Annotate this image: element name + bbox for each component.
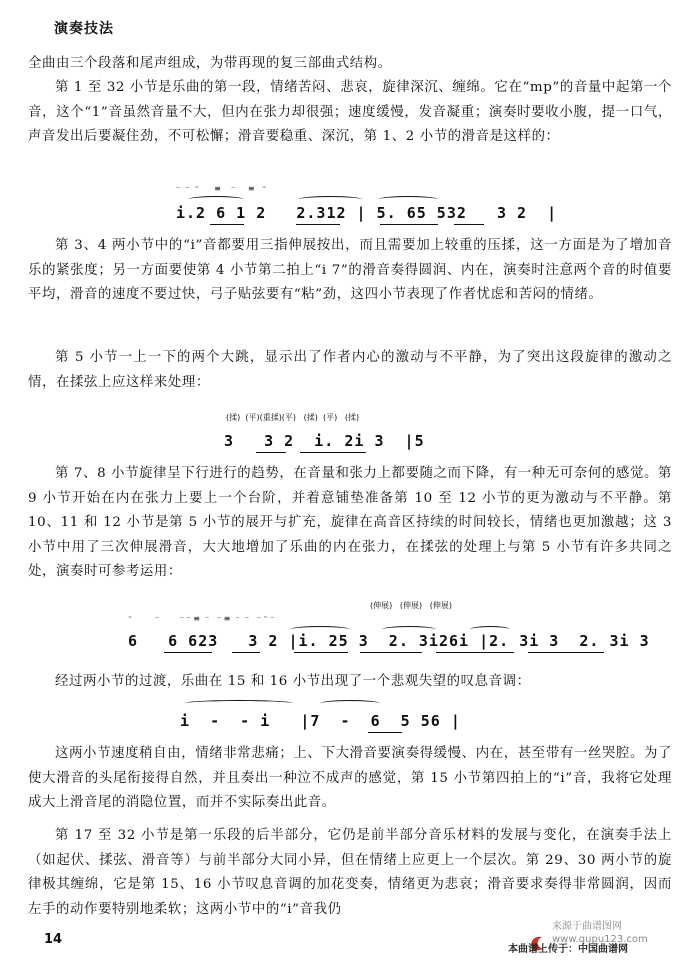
- slur-mark: [188, 196, 244, 203]
- beam-line: [232, 652, 260, 653]
- beam-line: [300, 452, 366, 453]
- paragraph-measures-3-4: 第 3、4 两小节中的“i”音都要用三指伸展按出，而且需要加上较重的压揉，这一方面是为了增加音乐的紧张度；另一方面要使第 4 小节第二拍上“i 7”的滑音奏得圆润、内在，演奏时注意两个音的时值要平均，滑音的速度不要过快，弓子贴弦要有“粘”劲，这四小节表现了作者忧虑和苦闷的情绪。: [28, 238, 672, 302]
- paragraph-measure-5: 第 5 小节一上一下的两个大跳，显示出了作者内心的激动与不平静，为了突出这段旋律的激动之情，在揉弦上应这样来处理：: [28, 350, 672, 390]
- paragraph-tempo: 这两小节速度稍自由，情绪非常悲痛；上、下大滑音要演奏得缓慢、内在，甚至带有一丝哭腔。为了使大滑音的头尾衔接得自然，并且奏出一种泣不成声的感觉，第 15 小节第四拍上的“i”音，我将它处理成大上滑音尾的消隐位置，而并不实际奏出此音。: [28, 746, 672, 810]
- beam-line: [294, 652, 348, 653]
- beam-line: [360, 652, 422, 653]
- paragraph-measures-1-32: 第 1 至 32 小节是乐曲的第一段，情绪苦闷、悲哀，旋律深沉、缠绵。它在“mp”的音量中起第一个音，这个“1”音虽然音量不大，但内在张力却很强；速度缓慢，发音凝重；演奏时要收小腹，提一口气，声音发出后要凝住劲，不可松懈；滑音要稳重、深沉，第 1、2 小节的滑音是这样的：: [28, 80, 672, 144]
- notation-example-4: i - - i |7 - 6 5 56 |: [180, 712, 461, 730]
- watermark-line: 来源于曲谱图网: [552, 921, 622, 932]
- beam-line: [210, 224, 244, 225]
- beam-line: [256, 452, 286, 453]
- notation-ornaments-3: ⁼ ⁻ ⁻ ⁻ ≡ ⁻ ⁻ ≡ ⁻ ⁻ ⁻ ⁼ ⁻: [128, 614, 275, 623]
- watermark-url: www.qupu123.com: [552, 934, 648, 945]
- notation-example-1: i.2 6 1 2 2.312 | 5. 65 532 3 2 |: [176, 204, 558, 222]
- paragraph-measures-7-12: 第 7、8 小节旋律呈下行进行的趋势，在音量和张力上都要随之而下降，有一种无可奈何的感觉。第 9 小节开始在内在张力上要上一个台阶，并着意铺垫准备第 10 至 12 小节的更为激动与不平静。第 10、11 和 12 小节是第 5 小节的展开与扩充，旋律在高音区持续的时间较长，情绪也更加激越；这 3 小节中用了三次伸展滑音，大大地增加了乐曲的内在张力，在揉弦的处理上与第 5 小节有许多共同之处，演奏时可参考运用：: [28, 466, 672, 579]
- notation-example-2: 3 3 2 i. 2i 3 |5: [224, 432, 425, 450]
- notation-example-3: 6 6 623 3 2 |i. 25 3 2. 3i26i |2. 3i 3 2. 3i 3: [128, 632, 650, 650]
- beam-line: [380, 224, 438, 225]
- beam-line: [164, 652, 212, 653]
- notation-ornaments-1: ⁻ ⁻ ⁼ ≡ ⁻ ≡ ⁼: [176, 184, 267, 193]
- beam-line: [454, 224, 484, 225]
- footer-note: 本曲谱上传于：中国曲谱网: [508, 944, 628, 955]
- page-number: 14: [44, 932, 63, 947]
- section-heading: 演奏技法: [54, 21, 114, 37]
- paragraph-intro: 全曲由三个段落和尾声组成，为带再现的复三部曲式结构。: [28, 56, 392, 71]
- beam-line: [296, 224, 340, 225]
- paragraph-measures-15-16: 经过两小节的过渡，乐曲在 15 和 16 小节出现了一个悲观失望的叹息音调：: [55, 674, 531, 689]
- slur-mark: [184, 700, 294, 707]
- paragraph-measures-17-32: 第 17 至 32 小节是第一乐段的后半部分，它仍是前半部分音乐材料的发展与变化，在演奏手法上（如起伏、揉弦、滑音等）与前半部分大同小异，但在情绪上应更上一个层次。第 29、30 两小节的旋律极其缠绵，它是第 15、16 小节叹息音调的加花变奏，情绪更为悲哀；滑音要求奏得非常圆润，因而左手的动作要特别地柔软；这两小节中的“i”音我仍: [28, 828, 672, 917]
- beam-line: [436, 652, 514, 653]
- beam-line: [368, 732, 402, 733]
- vibrato-marks: (揉) (平)(重揉)(平) (揉) (平) (揉): [226, 413, 360, 422]
- slur-mark: [378, 196, 438, 203]
- extension-marks: (伸展) (伸展) (伸展): [370, 601, 452, 610]
- slur-mark: [298, 196, 362, 203]
- beam-line: [528, 652, 604, 653]
- slur-mark: [320, 700, 380, 707]
